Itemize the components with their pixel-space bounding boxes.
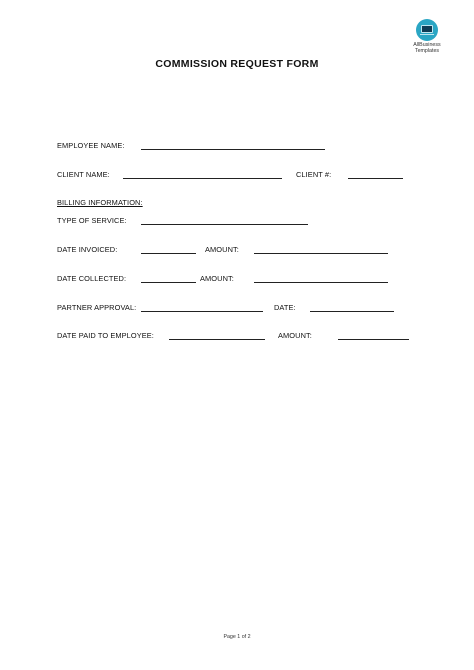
brand-logo xyxy=(416,19,438,41)
amount-collected-field[interactable] xyxy=(254,282,388,283)
approval-date-field[interactable] xyxy=(310,311,394,312)
amount-paid-label: AMOUNT: xyxy=(278,331,312,340)
employee-name-label: EMPLOYEE NAME: xyxy=(57,141,125,150)
brand-name-line1: AllBusiness xyxy=(413,42,441,48)
client-name-field[interactable] xyxy=(123,178,282,179)
laptop-icon xyxy=(421,25,433,33)
employee-name-field[interactable] xyxy=(141,149,325,150)
form-title: COMMISSION REQUEST FORM xyxy=(155,58,319,70)
laptop-base xyxy=(420,34,434,36)
amount-invoiced-field[interactable] xyxy=(254,253,388,254)
date-collected-label: DATE COLLECTED: xyxy=(57,274,127,283)
page-number: Page 1 of 2 xyxy=(223,634,251,640)
client-name-label: CLIENT NAME: xyxy=(57,170,110,179)
partner-approval-label: PARTNER APPROVAL: xyxy=(57,303,137,312)
date-paid-label: DATE PAID TO EMPLOYEE: xyxy=(57,331,154,340)
date-invoiced-label: DATE INVOICED: xyxy=(57,245,118,254)
approval-date-label: DATE: xyxy=(274,303,296,312)
amount-invoiced-label: AMOUNT: xyxy=(205,245,239,254)
billing-information-heading: BILLING INFORMATION: xyxy=(57,198,143,207)
date-invoiced-field[interactable] xyxy=(141,253,196,254)
date-collected-field[interactable] xyxy=(141,282,196,283)
date-paid-field[interactable] xyxy=(169,339,265,340)
type-of-service-label: TYPE OF SERVICE: xyxy=(57,216,127,225)
client-number-label: CLIENT #: xyxy=(296,170,332,179)
brand-name-line2: Templates xyxy=(414,48,440,54)
amount-collected-label: AMOUNT: xyxy=(200,274,234,283)
type-of-service-field[interactable] xyxy=(141,224,308,225)
client-number-field[interactable] xyxy=(348,178,403,179)
partner-approval-field[interactable] xyxy=(141,311,263,312)
amount-paid-field[interactable] xyxy=(338,339,409,340)
